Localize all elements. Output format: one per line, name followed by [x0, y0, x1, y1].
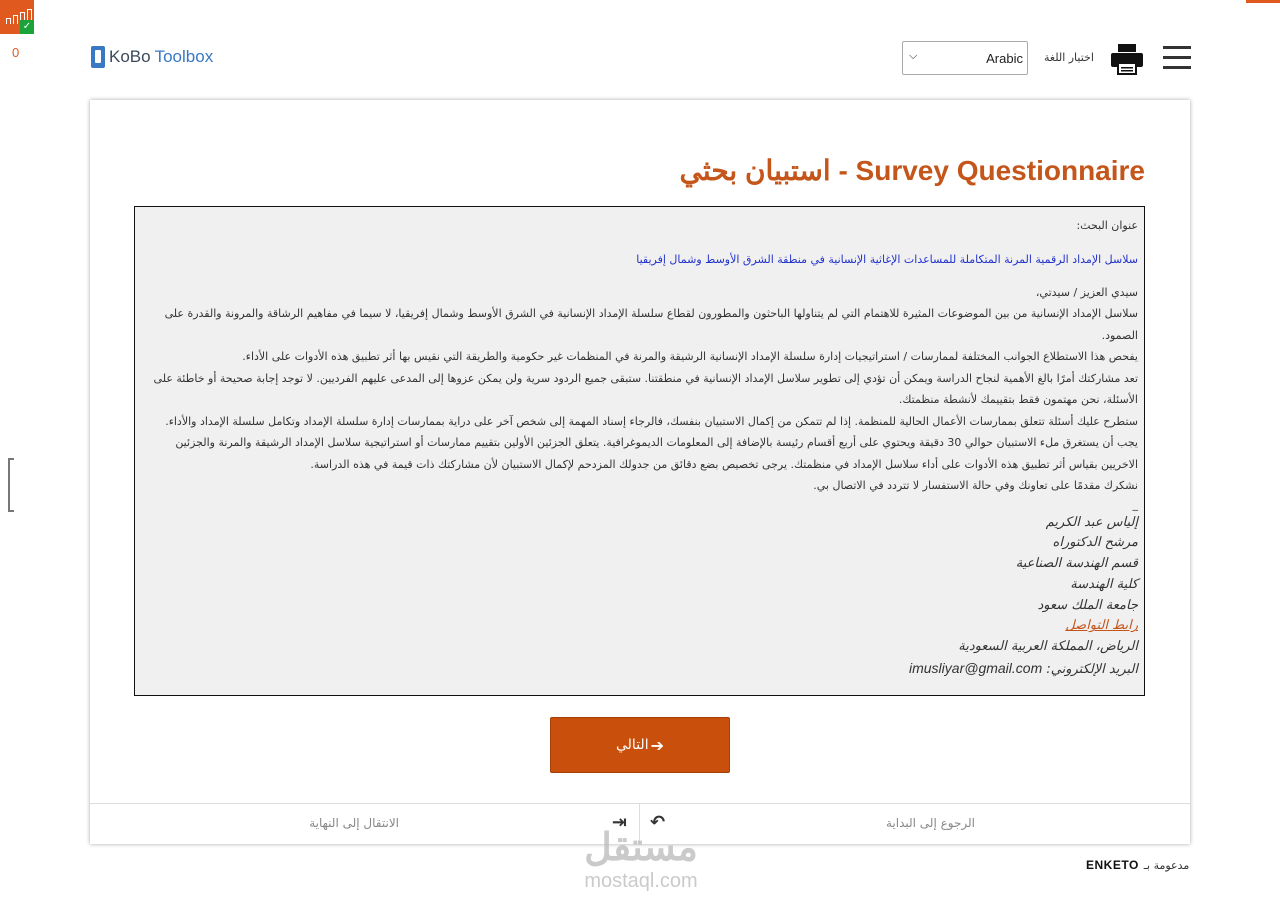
watermark-arabic: مستقل: [584, 827, 698, 869]
separator-dash: _: [1132, 497, 1138, 511]
kobotoolbox-logo: [91, 46, 213, 68]
closing-line: نشكرك مقدمًا على تعاونك وفي حالة الاستفسار لا تتردد في الاتصال بي.: [813, 479, 1138, 492]
go-to-end-icon: ⇥: [611, 812, 627, 833]
intro-paragraph-2: يفحص هذا الاستطلاع الجوانب المختلفة لممارسات / استراتيجيات إدارة سلسلة الإمداد الإنسانية الرشيقة والمرنة في المنظمات غير حكومية والطريقة التي نقيس بها أثر تطبيق هذه الأدوات على الأداء.: [242, 350, 1138, 363]
logo-text-toolbox: Toolbox: [154, 47, 214, 66]
top-accent-bar: [1246, 0, 1280, 3]
intro-paragraph-1: سلاسل الإمداد الإنسانية من بين الموضوعات المثيرة للاهتمام التي لم يتناولها الباحثون والمطورون لقطاع سلسلة الإمداد الإنسانية في الشرق الأوسط وشمال إفريقيا، لا سيما في مفاهيم الرشاقة والمرونة والقدرة على الصمود.: [164, 307, 1138, 342]
language-selected-value: Arabic: [986, 51, 1023, 66]
go-to-end-label: الانتقال إلى النهاية: [309, 816, 399, 830]
logo-text-kobo: KoBo: [109, 47, 151, 66]
intro-paragraph-4: ستطرح عليك أسئلة تتعلق بممارسات الأعمال الحالية للمنظمة. إذا لم تتمكن من إكمال الاستبيان بنفسك، فالرجاء إسناد المهمة إلى شخص آخر على دراية بممارسات إدارة سلسلة الإمداد وتكامل سلسلة الإمداد والأداء. يجب أن يستغرق ملء الاستبيان حوالي 30 دقيقة ويحتوي على أربع أقسام رئيسة بالإضافة إلى المعلومات الديموغرافية. يتعلق الجزئين الأولين بتقييم ممارسات أو استراتيجية سلاسل الإمداد الرشيقة والمرنة والجزئين الاخريين بقياس أثر تطبيق هذه الأدوات على أداء سلاسل الإمداد في منظمتك. يرجى تخصيص بضع دقائق من جدولك المزدحم لإكمال الاستبيان لأن مشاركتك ذات قيمة في هذه الدراسة.: [165, 414, 1138, 471]
mostaql-watermark: [563, 826, 719, 892]
signature-email-line: [141, 658, 1138, 681]
greeting: سيدي العزيز / سيدتي،: [1035, 286, 1138, 299]
next-arrow-icon: ➔: [650, 735, 664, 755]
form-card: [90, 100, 1190, 844]
email-label: البريد الإلكتروني:: [1046, 662, 1138, 678]
queue-count: 0: [12, 45, 20, 60]
signature-role: مرشح الدكتوراه: [1052, 535, 1138, 551]
language-label: اختيار اللغة: [1044, 51, 1094, 64]
powered-by-label: مدعومة بـ: [1143, 858, 1190, 872]
intro-paragraph-3: تعد مشاركتك أمرًا بالغ الأهمية لنجاح الدراسة ويمكن أن تؤدي إلى تطوير سلاسل الإمداد الإنسانية في منطقتنا. ستبقى جميع الردود سرية ولن يمكن عزوها إلى المدعى عليهم الفرديين. لا توجد إجابة صحيحة أو خاطئة على الأسئلة، نحن مهتمون فقط بتقييمك لأنشطة منظمتك.: [153, 371, 1138, 406]
research-title: سلاسل الإمداد الرقمية المرنة المتكاملة للمساعدات الإغاثية الإنسانية في منطقة الشرق الأوسط وشمال إفريقيا: [636, 253, 1138, 266]
side-scroll-handle[interactable]: [8, 458, 14, 512]
form-title: استبيان بحثي - Survey Questionnaire: [679, 155, 1145, 186]
next-button[interactable]: [550, 717, 730, 773]
intro-note: [134, 206, 1145, 696]
powered-by: [1086, 858, 1189, 872]
menu-icon[interactable]: [1163, 46, 1191, 70]
enketo-logo[interactable]: ENKETO: [1086, 858, 1139, 872]
print-icon[interactable]: [1110, 43, 1144, 75]
queue-icon[interactable]: [0, 0, 34, 34]
check-icon: ✓: [20, 20, 34, 34]
back-to-start-label: الرجوع إلى البداية: [885, 816, 975, 830]
signature-block: [141, 513, 1138, 681]
email-address: imusliyar@gmail.com: [909, 660, 1043, 677]
signature-department: قسم الهندسة الصناعية: [1015, 556, 1138, 572]
next-button-label: التالي: [616, 737, 649, 753]
signature-location: الرياض، المملكة العربية السعودية: [958, 639, 1138, 655]
language-select[interactable]: [902, 41, 1028, 75]
signature-name: إلياس عبد الكريم: [1045, 514, 1138, 530]
back-to-start-button[interactable]: [640, 804, 1190, 845]
kobo-logo-icon: [91, 46, 105, 68]
signature-college: كلية الهندسة: [1070, 576, 1138, 592]
back-to-start-icon: ↶: [650, 812, 666, 833]
research-title-label: عنوان البحث:: [1076, 219, 1138, 232]
go-to-end-button[interactable]: [90, 804, 640, 845]
chevron-down-icon: ⌵: [909, 50, 918, 62]
watermark-latin: mostaql.com: [584, 870, 698, 892]
signature-university: جامعة الملك سعود: [1037, 597, 1138, 613]
contact-link[interactable]: رابط التواصل: [1065, 618, 1138, 634]
